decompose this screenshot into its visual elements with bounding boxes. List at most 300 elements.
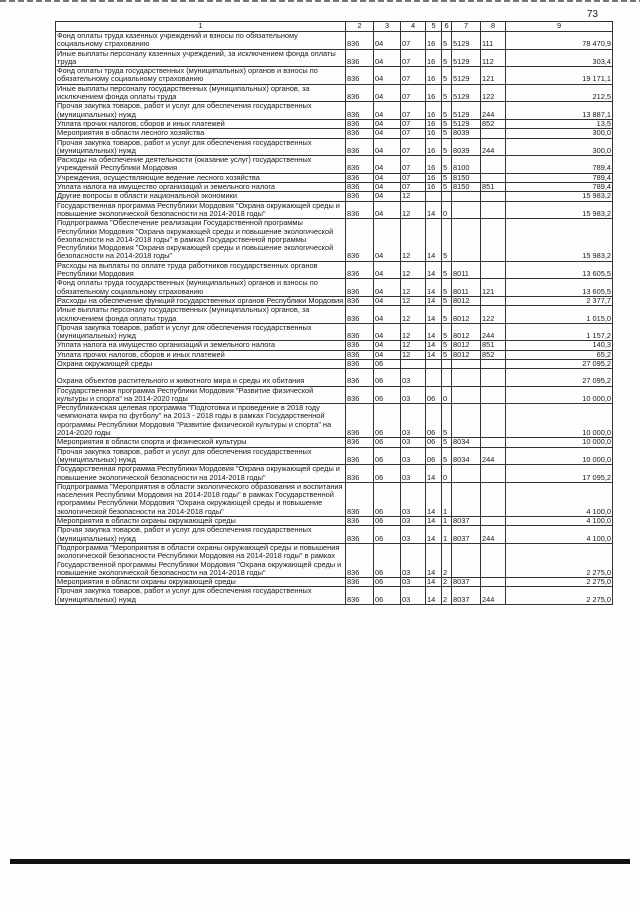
table-row xyxy=(56,138,613,156)
target-article-code: 8012 xyxy=(452,350,481,359)
subsection-code: 12 xyxy=(401,323,426,341)
ministry-code: 836 xyxy=(346,306,374,324)
subprogram-code: 5 xyxy=(442,156,452,174)
section-code: 06 xyxy=(374,359,401,368)
target-article-code xyxy=(452,404,481,438)
target-article-code: 8039 xyxy=(452,138,481,156)
amount-value: 789,4 xyxy=(506,173,613,182)
ministry-code: 836 xyxy=(346,350,374,359)
expense-type-code: 852 xyxy=(481,350,506,359)
program-code: 16 xyxy=(426,156,442,174)
subsection-code: 07 xyxy=(401,156,426,174)
program-code: 14 xyxy=(426,482,442,516)
expense-type-code: 852 xyxy=(481,119,506,128)
expense-type-code xyxy=(481,156,506,174)
subprogram-code: 5 xyxy=(442,447,452,465)
amount-value: 789,4 xyxy=(506,183,613,192)
section-code: 06 xyxy=(374,482,401,516)
table-row xyxy=(56,156,613,174)
subprogram-code: 0 xyxy=(442,201,452,219)
program-code: 14 xyxy=(426,587,442,605)
expense-type-code xyxy=(481,482,506,516)
section-code: 04 xyxy=(374,323,401,341)
expense-type-code: 122 xyxy=(481,84,506,102)
subprogram-code xyxy=(442,192,452,201)
expense-type-code xyxy=(481,543,506,577)
expense-description: Другие вопросы в области национальной экономики xyxy=(56,192,346,201)
program-code xyxy=(426,192,442,201)
ministry-code: 836 xyxy=(346,578,374,587)
program-code: 16 xyxy=(426,173,442,182)
amount-value: 13 887,1 xyxy=(506,102,613,120)
table-row xyxy=(56,438,613,447)
subprogram-code: 5 xyxy=(442,173,452,182)
expense-description: Прочая закупка товаров, работ и услуг для обеспечения государственных (муниципальных) нужд xyxy=(56,138,346,156)
target-article-code: 8012 xyxy=(452,296,481,305)
expense-type-code: 851 xyxy=(481,183,506,192)
table-row xyxy=(56,201,613,219)
subprogram-code: 5 xyxy=(442,119,452,128)
target-article-code: 8037 xyxy=(452,587,481,605)
expense-description: Республиканская целевая программа "Подготовка и проведение в 2018 году чемпионата мира по футболу" на 2013 - 2018 годы в рамках Государственной программы Республики Мордовия "Развитие физической культуры и спорта" на 2014-2020 годы xyxy=(56,404,346,438)
subsection-code xyxy=(401,359,426,368)
table-row xyxy=(56,32,613,50)
target-article-code: 5129 xyxy=(452,84,481,102)
target-article-code: 8012 xyxy=(452,323,481,341)
subprogram-code: 5 xyxy=(442,219,452,261)
subprogram-code: 1 xyxy=(442,517,452,526)
column-header: 1 xyxy=(56,22,346,32)
subsection-code: 03 xyxy=(401,543,426,577)
subprogram-code: 5 xyxy=(442,323,452,341)
amount-value: 78 470,9 xyxy=(506,32,613,50)
section-code: 06 xyxy=(374,543,401,577)
table-row xyxy=(56,84,613,102)
section-code: 04 xyxy=(374,341,401,350)
program-code: 14 xyxy=(426,526,442,544)
program-code: 16 xyxy=(426,119,442,128)
section-code: 04 xyxy=(374,67,401,85)
program-code: 14 xyxy=(426,296,442,305)
amount-value: 10 000,0 xyxy=(506,447,613,465)
amount-value: 15 983,2 xyxy=(506,201,613,219)
expense-description: Фонд оплаты труда казенных учреждений и взносы по обязательному социальному страхованию xyxy=(56,32,346,50)
subsection-code: 03 xyxy=(401,465,426,483)
amount-value: 1 157,2 xyxy=(506,323,613,341)
expense-description: Расходы на обеспечение деятельности (оказание услуг) государственных учреждений Республики Мордовия xyxy=(56,156,346,174)
table-row xyxy=(56,296,613,305)
subsection-code: 12 xyxy=(401,350,426,359)
expense-type-code xyxy=(481,578,506,587)
expense-type-code xyxy=(481,465,506,483)
table-row xyxy=(56,543,613,577)
ministry-code: 836 xyxy=(346,438,374,447)
expense-description: Охрана окружающей среды xyxy=(56,359,346,368)
subsection-code: 12 xyxy=(401,279,426,297)
amount-value: 13,5 xyxy=(506,119,613,128)
subsection-code: 03 xyxy=(401,517,426,526)
target-article-code: 8037 xyxy=(452,578,481,587)
subsection-code: 12 xyxy=(401,341,426,350)
expense-description: Государственная программа Республики Мордовия "Охрана окружающей среды и повышение экологической безопасности на 2014-2018 годы" xyxy=(56,201,346,219)
expense-description: Учреждения, осуществляющие ведение лесного хозяйства xyxy=(56,173,346,182)
section-code: 04 xyxy=(374,261,401,279)
program-code: 14 xyxy=(426,350,442,359)
column-header: 7 xyxy=(452,22,481,32)
program-code: 14 xyxy=(426,517,442,526)
expense-description: Фонд оплаты труда государственных (муниципальных) органов и взносы по обязательному социальному страхованию xyxy=(56,279,346,297)
expense-description: Иные выплаты персоналу казенных учреждений, за исключением фонда оплаты труда xyxy=(56,49,346,67)
table-body xyxy=(56,32,613,605)
expense-description: Уплата налога на имущество организаций и земельного налога xyxy=(56,341,346,350)
ministry-code: 836 xyxy=(346,183,374,192)
section-code: 06 xyxy=(374,526,401,544)
expense-type-code: 122 xyxy=(481,306,506,324)
target-article-code: 8012 xyxy=(452,306,481,324)
amount-value: 13 605,5 xyxy=(506,261,613,279)
target-article-code xyxy=(452,201,481,219)
column-header: 5 xyxy=(426,22,442,32)
amount-value: 1 015,0 xyxy=(506,306,613,324)
program-code: 14 xyxy=(426,306,442,324)
expense-type-code xyxy=(481,173,506,182)
expense-description: Подпрограмма "Мероприятия в области экологического образования и воспитания населения Республики Мордовия на 2014-2018 годы" в рамках Государственной программы Республики Мордовия "Охрана окружающей среды и повышение экологической безопасности на 2014-2018 годы" xyxy=(56,482,346,516)
ministry-code: 836 xyxy=(346,482,374,516)
expense-description: Уплата налога на имущество организаций и земельного налога xyxy=(56,183,346,192)
ministry-code: 836 xyxy=(346,359,374,368)
subprogram-code: 2 xyxy=(442,587,452,605)
target-article-code: 8037 xyxy=(452,517,481,526)
program-code: 14 xyxy=(426,323,442,341)
program-code: 06 xyxy=(426,438,442,447)
target-article-code xyxy=(452,386,481,404)
table-row xyxy=(56,323,613,341)
subsection-code: 12 xyxy=(401,306,426,324)
ministry-code: 836 xyxy=(346,156,374,174)
subsection-code: 07 xyxy=(401,173,426,182)
subprogram-code: 5 xyxy=(442,341,452,350)
amount-value: 10 000,0 xyxy=(506,404,613,438)
table-row xyxy=(56,67,613,85)
target-article-code: 8034 xyxy=(452,447,481,465)
subsection-code: 07 xyxy=(401,102,426,120)
section-code: 04 xyxy=(374,129,401,138)
subprogram-code: 5 xyxy=(442,261,452,279)
program-code: 16 xyxy=(426,49,442,67)
subsection-code: 03 xyxy=(401,386,426,404)
table-row xyxy=(56,482,613,516)
subsection-code: 07 xyxy=(401,49,426,67)
subsection-code: 07 xyxy=(401,67,426,85)
program-code: 06 xyxy=(426,447,442,465)
ministry-code: 836 xyxy=(346,173,374,182)
subprogram-code: 5 xyxy=(442,438,452,447)
page-number: 73 xyxy=(586,9,598,20)
ministry-code: 836 xyxy=(346,296,374,305)
table-row xyxy=(56,183,613,192)
ministry-code: 836 xyxy=(346,129,374,138)
ministry-code: 836 xyxy=(346,138,374,156)
ministry-code: 836 xyxy=(346,32,374,50)
subprogram-code: 5 xyxy=(442,350,452,359)
program-code: 16 xyxy=(426,102,442,120)
program-code xyxy=(426,369,442,386)
amount-value: 13 605,5 xyxy=(506,279,613,297)
table-row xyxy=(56,350,613,359)
subsection-code: 03 xyxy=(401,587,426,605)
table-row xyxy=(56,306,613,324)
amount-value: 300,0 xyxy=(506,129,613,138)
section-code: 04 xyxy=(374,32,401,50)
target-article-code: 8150 xyxy=(452,183,481,192)
ministry-code: 836 xyxy=(346,587,374,605)
ministry-code: 836 xyxy=(346,192,374,201)
table-row xyxy=(56,526,613,544)
page-bottom-band xyxy=(10,859,630,864)
amount-value: 4 100,0 xyxy=(506,482,613,516)
program-code xyxy=(426,359,442,368)
target-article-code: 5129 xyxy=(452,32,481,50)
table-row xyxy=(56,517,613,526)
expense-type-code: 244 xyxy=(481,102,506,120)
target-article-code xyxy=(452,192,481,201)
expense-description: Мероприятия в области охраны окружающей среды xyxy=(56,578,346,587)
target-article-code: 8037 xyxy=(452,526,481,544)
table-row xyxy=(56,578,613,587)
subprogram-code: 1 xyxy=(442,482,452,516)
table-row xyxy=(56,102,613,120)
expense-type-code xyxy=(481,517,506,526)
subsection-code: 03 xyxy=(401,369,426,386)
expense-description: Уплата прочих налогов, сборов и иных платежей xyxy=(56,119,346,128)
subsection-code: 07 xyxy=(401,183,426,192)
table-row xyxy=(56,49,613,67)
section-code: 04 xyxy=(374,279,401,297)
section-code: 06 xyxy=(374,447,401,465)
subprogram-code: 5 xyxy=(442,67,452,85)
expense-type-code: 121 xyxy=(481,279,506,297)
table-row xyxy=(56,119,613,128)
expense-description: Охрана объектов растительного и животного мира и среды их обитания xyxy=(56,369,346,386)
expense-type-code: 244 xyxy=(481,138,506,156)
expense-type-code: 244 xyxy=(481,526,506,544)
expense-description: Фонд оплаты труда государственных (муниципальных) органов и взносы по обязательному социальному страхованию xyxy=(56,67,346,85)
amount-value: 300,0 xyxy=(506,138,613,156)
expense-description: Расходы на выплаты по оплате труда работников государственных органов Республики Мордовия xyxy=(56,261,346,279)
expense-type-code xyxy=(481,438,506,447)
amount-value: 27 095,2 xyxy=(506,359,613,368)
subsection-code: 07 xyxy=(401,129,426,138)
amount-value: 789,4 xyxy=(506,156,613,174)
ministry-code: 836 xyxy=(346,201,374,219)
subsection-code: 03 xyxy=(401,578,426,587)
amount-value: 10 000,0 xyxy=(506,386,613,404)
expense-description: Подпрограмма "Мероприятия в области охраны окружающей среды и повышения экологической безопасности Республики Мордовия на 2014-2018 годы" в рамках Государственной программы Республики Мордовия "Охрана окружающей среды и повышение экологической безопасности на 2014-2018 годы" xyxy=(56,543,346,577)
amount-value: 4 100,0 xyxy=(506,526,613,544)
amount-value: 15 983,2 xyxy=(506,192,613,201)
section-code: 04 xyxy=(374,156,401,174)
expense-description: Прочая закупка товаров, работ и услуг для обеспечения государственных (муниципальных) нужд xyxy=(56,526,346,544)
page-top-dashed-rule xyxy=(0,0,640,2)
program-code: 16 xyxy=(426,67,442,85)
expense-description: Прочая закупка товаров, работ и услуг для обеспечения государственных (муниципальных) нужд xyxy=(56,323,346,341)
section-code: 06 xyxy=(374,578,401,587)
section-code: 04 xyxy=(374,138,401,156)
program-code: 14 xyxy=(426,279,442,297)
subsection-code: 03 xyxy=(401,404,426,438)
table-row xyxy=(56,173,613,182)
expense-description: Мероприятия в области лесного хозяйства xyxy=(56,129,346,138)
subsection-code: 12 xyxy=(401,296,426,305)
section-code: 06 xyxy=(374,517,401,526)
table-row xyxy=(56,404,613,438)
expense-type-code xyxy=(481,296,506,305)
expense-type-code xyxy=(481,201,506,219)
subprogram-code: 5 xyxy=(442,32,452,50)
ministry-code: 836 xyxy=(346,323,374,341)
target-article-code xyxy=(452,219,481,261)
table-row xyxy=(56,261,613,279)
target-article-code: 8039 xyxy=(452,129,481,138)
section-code: 04 xyxy=(374,192,401,201)
ministry-code: 836 xyxy=(346,386,374,404)
subsection-code: 12 xyxy=(401,192,426,201)
program-code: 14 xyxy=(426,201,442,219)
ministry-code: 836 xyxy=(346,49,374,67)
column-header: 4 xyxy=(401,22,426,32)
amount-value: 65,2 xyxy=(506,350,613,359)
target-article-code: 5129 xyxy=(452,119,481,128)
target-article-code xyxy=(452,465,481,483)
target-article-code: 8150 xyxy=(452,173,481,182)
ministry-code: 836 xyxy=(346,526,374,544)
expense-type-code xyxy=(481,386,506,404)
column-header: 8 xyxy=(481,22,506,32)
expense-description: Государственная программа Республики Мордовия "Развитие физической культуры и спорта" на 2014-2020 годы xyxy=(56,386,346,404)
program-code: 16 xyxy=(426,32,442,50)
program-code: 16 xyxy=(426,183,442,192)
expense-description: Уплата прочих налогов, сборов и иных платежей xyxy=(56,350,346,359)
subprogram-code: 5 xyxy=(442,84,452,102)
expense-type-code: 121 xyxy=(481,67,506,85)
ministry-code: 836 xyxy=(346,341,374,350)
subprogram-code: 5 xyxy=(442,138,452,156)
ministry-code: 836 xyxy=(346,369,374,386)
expense-description: Мероприятия в области спорта и физической культуры xyxy=(56,438,346,447)
table-row xyxy=(56,386,613,404)
target-article-code: 5129 xyxy=(452,102,481,120)
subprogram-code: 5 xyxy=(442,129,452,138)
table-row xyxy=(56,465,613,483)
column-header: 9 xyxy=(506,22,613,32)
expense-type-code xyxy=(481,219,506,261)
subprogram-code: 2 xyxy=(442,578,452,587)
subprogram-code: 5 xyxy=(442,404,452,438)
section-code: 06 xyxy=(374,369,401,386)
section-code: 04 xyxy=(374,201,401,219)
section-code: 06 xyxy=(374,386,401,404)
expense-type-code xyxy=(481,359,506,368)
subprogram-code: 5 xyxy=(442,279,452,297)
expense-type-code xyxy=(481,404,506,438)
amount-value: 212,5 xyxy=(506,84,613,102)
subsection-code: 03 xyxy=(401,526,426,544)
target-article-code xyxy=(452,543,481,577)
expense-type-code xyxy=(481,369,506,386)
expense-description: Прочая закупка товаров, работ и услуг для обеспечения государственных (муниципальных) нужд xyxy=(56,447,346,465)
target-article-code: 8100 xyxy=(452,156,481,174)
ministry-code: 836 xyxy=(346,261,374,279)
section-code: 06 xyxy=(374,404,401,438)
column-header: 2 xyxy=(346,22,374,32)
amount-value: 10 000,0 xyxy=(506,438,613,447)
subprogram-code xyxy=(442,359,452,368)
subsection-code: 07 xyxy=(401,84,426,102)
target-article-code xyxy=(452,369,481,386)
section-code: 04 xyxy=(374,296,401,305)
amount-value: 2 275,0 xyxy=(506,543,613,577)
subsection-code: 07 xyxy=(401,138,426,156)
subprogram-code: 0 xyxy=(442,386,452,404)
subsection-code: 12 xyxy=(401,201,426,219)
expense-type-code: 244 xyxy=(481,447,506,465)
table-row xyxy=(56,279,613,297)
program-code: 16 xyxy=(426,129,442,138)
subprogram-code: 1 xyxy=(442,526,452,544)
subsection-code: 12 xyxy=(401,219,426,261)
section-code: 04 xyxy=(374,173,401,182)
subsection-code: 12 xyxy=(401,261,426,279)
section-code: 04 xyxy=(374,306,401,324)
program-code: 14 xyxy=(426,578,442,587)
expense-description: Иные выплаты персоналу государственных (муниципальных) органов, за исключением фонда оплаты труда xyxy=(56,306,346,324)
program-code: 06 xyxy=(426,386,442,404)
section-code: 06 xyxy=(374,438,401,447)
subprogram-code: 5 xyxy=(442,296,452,305)
subprogram-code xyxy=(442,369,452,386)
expense-description: Государственная программа Республики Мордовия "Охрана окружающей среды и повышение экологической безопасности на 2014-2018 годы" xyxy=(56,465,346,483)
ministry-code: 836 xyxy=(346,279,374,297)
expense-description: Подпрограмма "Обеспечение реализации Государственной программы Республики Мордовия "Охрана окружающей среды и повышение экологической безопасности на 2014-2018 годы" в рамках Государственной программы Республики Мордовия "Охрана окружающей среды и повышение экологической безопасности на 2014-2018 годы" xyxy=(56,219,346,261)
expense-description: Расходы на обеспечение функций государственных органов Республики Мордовия xyxy=(56,296,346,305)
expense-type-code: 112 xyxy=(481,49,506,67)
column-header: 3 xyxy=(374,22,401,32)
program-code: 14 xyxy=(426,465,442,483)
section-code: 04 xyxy=(374,119,401,128)
ministry-code: 836 xyxy=(346,465,374,483)
program-code: 14 xyxy=(426,341,442,350)
target-article-code: 8011 xyxy=(452,261,481,279)
section-code: 04 xyxy=(374,350,401,359)
expense-type-code: 244 xyxy=(481,323,506,341)
amount-value: 2 275,0 xyxy=(506,578,613,587)
table-row xyxy=(56,341,613,350)
amount-value: 19 171,1 xyxy=(506,67,613,85)
subprogram-code: 5 xyxy=(442,102,452,120)
subprogram-code: 5 xyxy=(442,49,452,67)
section-code: 04 xyxy=(374,102,401,120)
amount-value: 15 983,2 xyxy=(506,219,613,261)
ministry-code: 836 xyxy=(346,447,374,465)
subsection-code: 07 xyxy=(401,32,426,50)
subprogram-code: 0 xyxy=(442,465,452,483)
subprogram-code: 2 xyxy=(442,543,452,577)
table-row xyxy=(56,129,613,138)
column-header: 6 xyxy=(442,22,452,32)
program-code: 16 xyxy=(426,138,442,156)
budget-table xyxy=(55,21,613,605)
table-row xyxy=(56,219,613,261)
